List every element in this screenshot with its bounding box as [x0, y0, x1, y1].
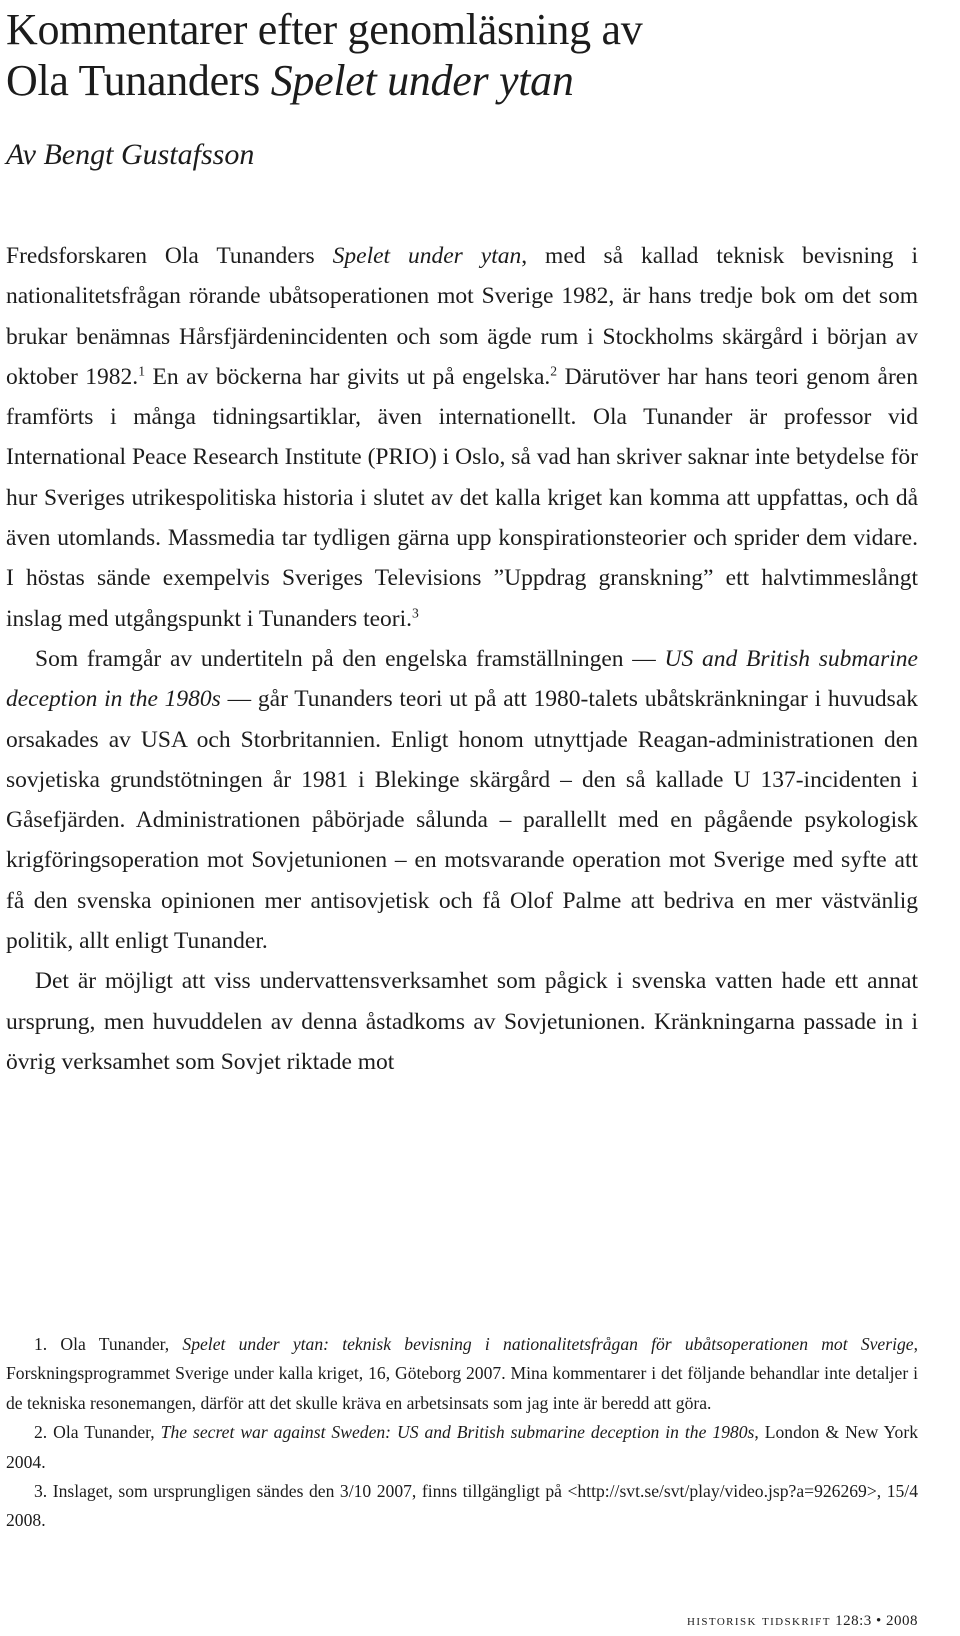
english-subtitle-ref: US and British submarine deception in the 1980s [6, 645, 918, 713]
paragraph-3: Det är möjligt att viss undervattensverksamhet som pågick i svenska vatten hade ett annat ursprung, men huvuddelen av denna åstadkoms av Sovjetunionen. Kränkningarna passade in i övrig verksamhet som Sovjet riktade mot [6, 968, 918, 1075]
book-title-ref: Spelet under ytan [332, 243, 522, 269]
journal-page [6, 0, 918, 1636]
footer-separator: • [875, 1613, 882, 1629]
article-body [6, 236, 918, 1082]
footnote-1: 1. Ola Tunander, Spelet under ytan: teknisk bevisning i nationalitetsfrågan för ubåtsoperationen mot Sverige, Forskningsprogrammet Sverige under kalla kriget, 16, Göteborg 2007. Mina kommentarer i det följande behandlar inte detaljer i de tekniska resonemangen, därför att det skulle kräva en arbetsinsats som jag inte är beredd att göra. [6, 1334, 918, 1413]
title-line-1: Kommentarer efter genomläsning av [6, 5, 643, 54]
issue-number: 128:3 [835, 1613, 872, 1629]
journal-name: historisk tidskrift [686, 1613, 831, 1629]
running-footer [687, 1612, 918, 1630]
author-byline: Av Bengt Gustafsson [6, 138, 255, 171]
footnote-ref-2[interactable]: 2 [550, 363, 558, 379]
footer-year: 2008 [886, 1613, 918, 1629]
footnote-3: 3. Inslaget, som ursprungligen sändes den 3/10 2007, finns tillgängligt på <http://svt.se/svt/play/video.jsp?a=926269>, 15/4 2008. [6, 1481, 918, 1531]
title-book-name: Spelet under ytan [270, 56, 574, 105]
footnote-ref-1[interactable]: 1 [138, 363, 145, 379]
paragraph-1: Fredsforskaren Ola Tunanders Spelet under ytan, med så kallad teknisk bevisning i nationalitetsfrågan rörande ubåtsoperationen mot Sverige 1982, är hans tredje bok om det som brukar benämnas Hårsfjärdenincidenten och som ägde rum i Stockholms skärgård i början av oktober 1982.$^1$ En av böckerna har givits ut på engelska.$^2$ Därutöver har hans teori genom åren framförts i många tidningsartiklar, även internationellt. Ola Tunander är professor vid International Peace Research Institute (PRIO) i Oslo, så vad han skriver saknar inte betydelse för hur Sveriges utrikespolitiska historia i slutet av det kalla kriget kan komma att uppfattas, och då även utomlands. Massmedia tar tydligen gärna upp konspirationsteorier och sprider dem vidare. I höstas sände exempelvis Sveriges Televisions ”Uppdrag granskning” ett halvtimmeslångt inslag med utgångspunkt i Tunanders teori.$^3$ [6, 243, 918, 632]
footnote-ref-3[interactable]: 3 [412, 605, 419, 621]
footnote-2: 2. Ola Tunander, The secret war against Sweden: US and British submarine deception in the 1980s, London & New York 2004. [6, 1422, 919, 1472]
paragraph-2: Som framgår av undertiteln på den engelska framställningen — US and British submarine deception in the 1980s — går Tunanders teori ut på att 1980-talets ubåtskränkningar i huvudsak orsakades av USA och Storbritannien. Enligt honom utnyttjade Reagan-administrationen den sovjetiska grundstötningen år 1981 i Blekinge skärgård – den så kallade U 137-incidenten i Gåsefjärden. Administrationen påbörjade sålunda – parallellt med en pågående psykologisk krigföringsoperation mot Sovjetunionen – en motsvarande operation mot Sverige med syfte att få den svenska opinionen mer antisovjetisk och få Olof Palme att bedriva en mer västvänlig politik, allt enligt Tunander. [6, 645, 919, 955]
footnotes [6, 1330, 918, 1536]
article-title [6, 4, 918, 106]
title-line-2: Ola Tunanders [6, 56, 271, 105]
